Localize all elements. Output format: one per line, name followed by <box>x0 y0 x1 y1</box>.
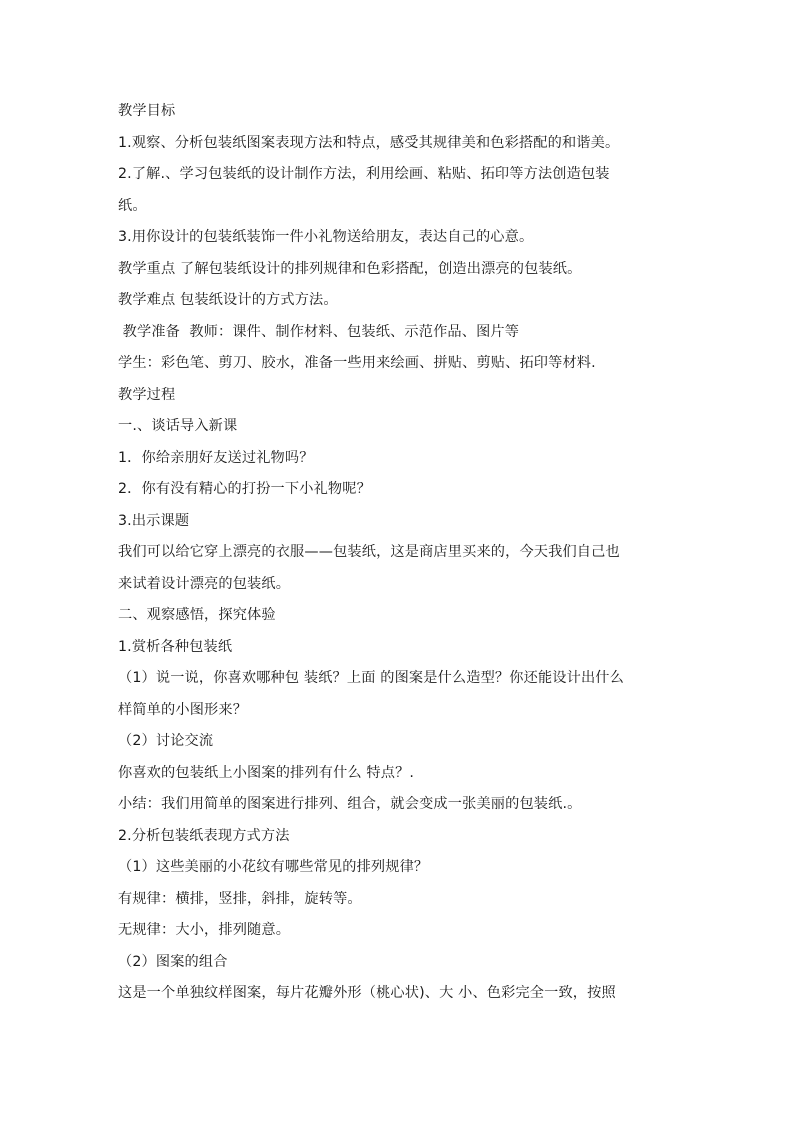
paragraph-intro-continued: 来试着设计漂亮的包装纸。 <box>118 575 291 592</box>
heading-teaching-goals: 教学目标 <box>118 103 176 119</box>
teaching-preparation-students: 学生：彩色笔、剪刀、胶水，准备一些用来绘画、拼贴、剪贴、拓印等材料. <box>118 355 596 371</box>
section-2-title: 二、观察感悟，探究体验 <box>118 607 276 623</box>
document-body <box>118 96 684 1010</box>
goal-1: 1.观察、分析包装纸图案表现方法和特点，感受其规律美和色彩搭配的和谐美。 <box>118 134 620 151</box>
item-2-discussion: （2）讨论交流 <box>118 733 214 749</box>
show-topic: 3.出示课题 <box>118 512 190 529</box>
question-2: 2．你有没有精心的打扮一下小礼物呢？ <box>118 481 371 497</box>
section-1-title: 一.、谈话导入新课 <box>118 418 238 434</box>
teaching-difficulties: 教学难点 包装纸设计的方式方法。 <box>118 292 338 308</box>
summary: 小结：我们用简单的图案进行排列、组合，就会变成一张美丽的包装纸.。 <box>118 796 582 812</box>
irregular-patterns: 无规律：大小，排列随意。 <box>118 922 291 938</box>
paragraph-single-pattern: 这是一个单独纹样图案，每片花瓣外形（桃心状)、大 小、色彩完全一致，按照 <box>118 985 616 1001</box>
teaching-key-points: 教学重点 了解包装纸设计的排列规律和色彩搭配，创造出漂亮的包装纸。 <box>118 260 582 277</box>
regular-patterns: 有规律：横排，竖排，斜排，旋转等。 <box>118 890 362 907</box>
subsection-appreciate: 1.赏析各种包装纸 <box>118 638 233 655</box>
question-arrangement: 你喜欢的包装纸上小图案的排列有什么 特点？. <box>118 764 415 781</box>
subsection-analyze: 2.分析包装纸表现方式方法 <box>118 827 290 844</box>
item-1-discuss-continued: 样简单的小图形来？ <box>118 701 248 718</box>
teaching-preparation-teacher: 教学准备 教师：课件、制作材料、包装纸、示范作品、图片等 <box>118 323 520 340</box>
question-1: 1．你给亲朋好友送过礼物吗？ <box>118 449 314 466</box>
goal-2: 2.了解.、学习包装纸的设计制作方法，利用绘画、粘贴、拓印等方法创造包装 <box>118 166 610 182</box>
item-2-combination: （2）图案的组合 <box>118 953 228 970</box>
paragraph-intro: 我们可以给它穿上漂亮的衣服——包装纸，这是商店里买来的，今天我们自己也 <box>118 544 620 560</box>
goal-2-continued: 纸。 <box>118 197 147 214</box>
heading-teaching-process: 教学过程 <box>118 386 176 403</box>
goal-3: 3.用你设计的包装纸装饰一件小礼物送给朋友，表达自己的心意。 <box>118 229 534 245</box>
item-1-patterns: （1）这些美丽的小花纹有哪些常见的排列规律？ <box>118 859 429 875</box>
item-1-discuss: （1）说一说，你喜欢哪种包 装纸？上面 的图案是什么造型？你还能设计出什么 <box>118 670 624 686</box>
